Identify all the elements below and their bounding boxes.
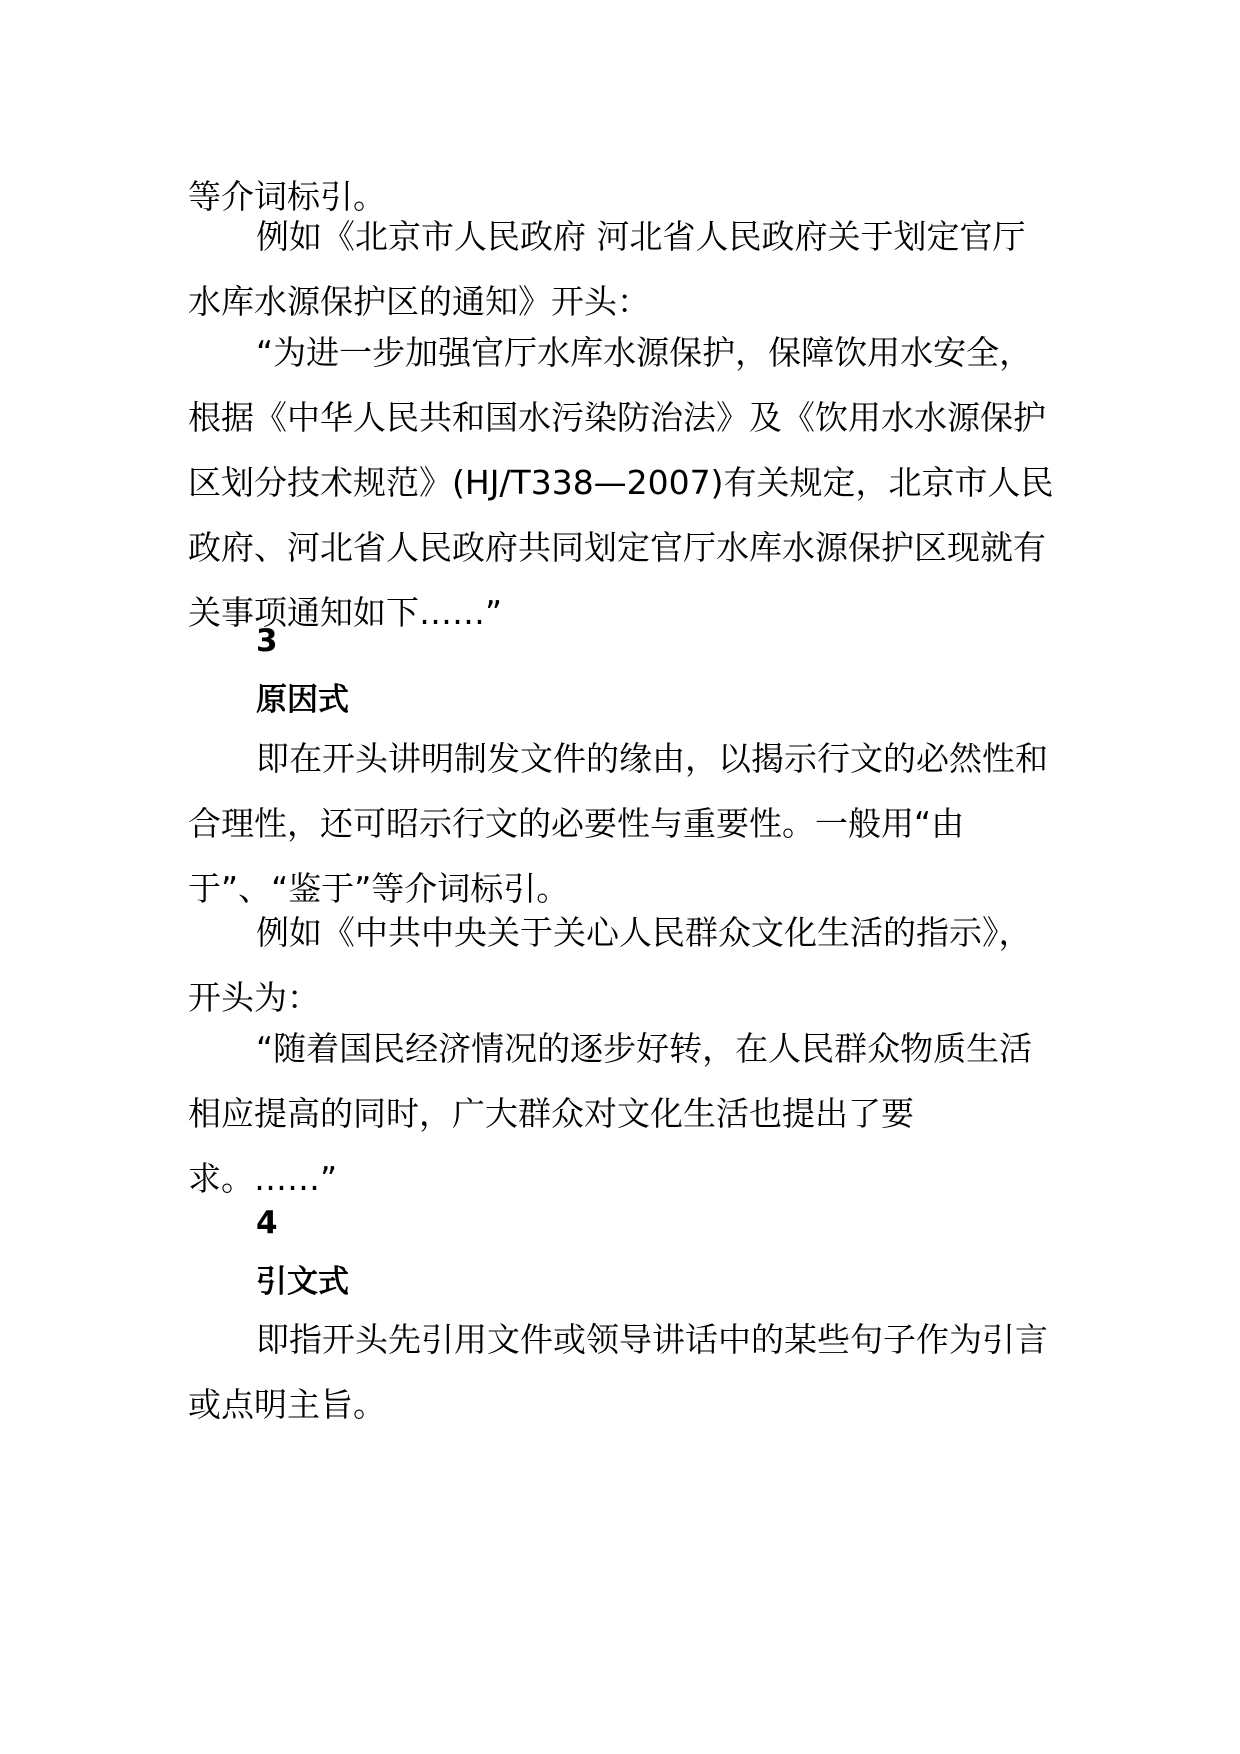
paragraph-quote-2: “随着国民经济情况的逐步好转，在人民群众物质生活相应提高的同时，广大群众对文化生活也提出了要求。……”	[188, 1029, 1033, 1198]
section-number-4: 4	[256, 1205, 278, 1241]
section-number-3: 3	[256, 623, 278, 659]
paragraph-cause-description: 即在开头讲明制发文件的缘由，以揭示行文的必然性和合理性，还可昭示行文的必要性与重要性。一般用“由于”、“鉴于”等介词标引。	[188, 739, 1048, 908]
paragraph-example-1: 例如《北京市人民政府 河北省人民政府关于划定官厅水库水源保护区的通知》开头：	[188, 217, 1026, 321]
paragraph-quote-1: “为进一步加强官厅水库水源保护，保障饮用水安全，根据《中华人民共和国水污染防治法》及《饮用水水源保护区划分技术规范》(HJ/T338—2007)有关规定，北京市人民政府、河北省人民政府共同划定官厅水库水源保护区现就有关事项通知如下……”	[188, 333, 1054, 632]
section-title-cause: 原因式	[256, 682, 349, 718]
section-title-citation: 引文式	[256, 1264, 349, 1300]
paragraph-intro-end: 等介词标引。	[188, 177, 386, 216]
paragraph-example-2: 例如《中共中央关于关心人民群众文化生活的指示》，开头为：	[188, 913, 1032, 1017]
paragraph-citation-description: 即指开头先引用文件或领导讲话中的某些句子作为引言或点明主旨。	[188, 1320, 1048, 1424]
